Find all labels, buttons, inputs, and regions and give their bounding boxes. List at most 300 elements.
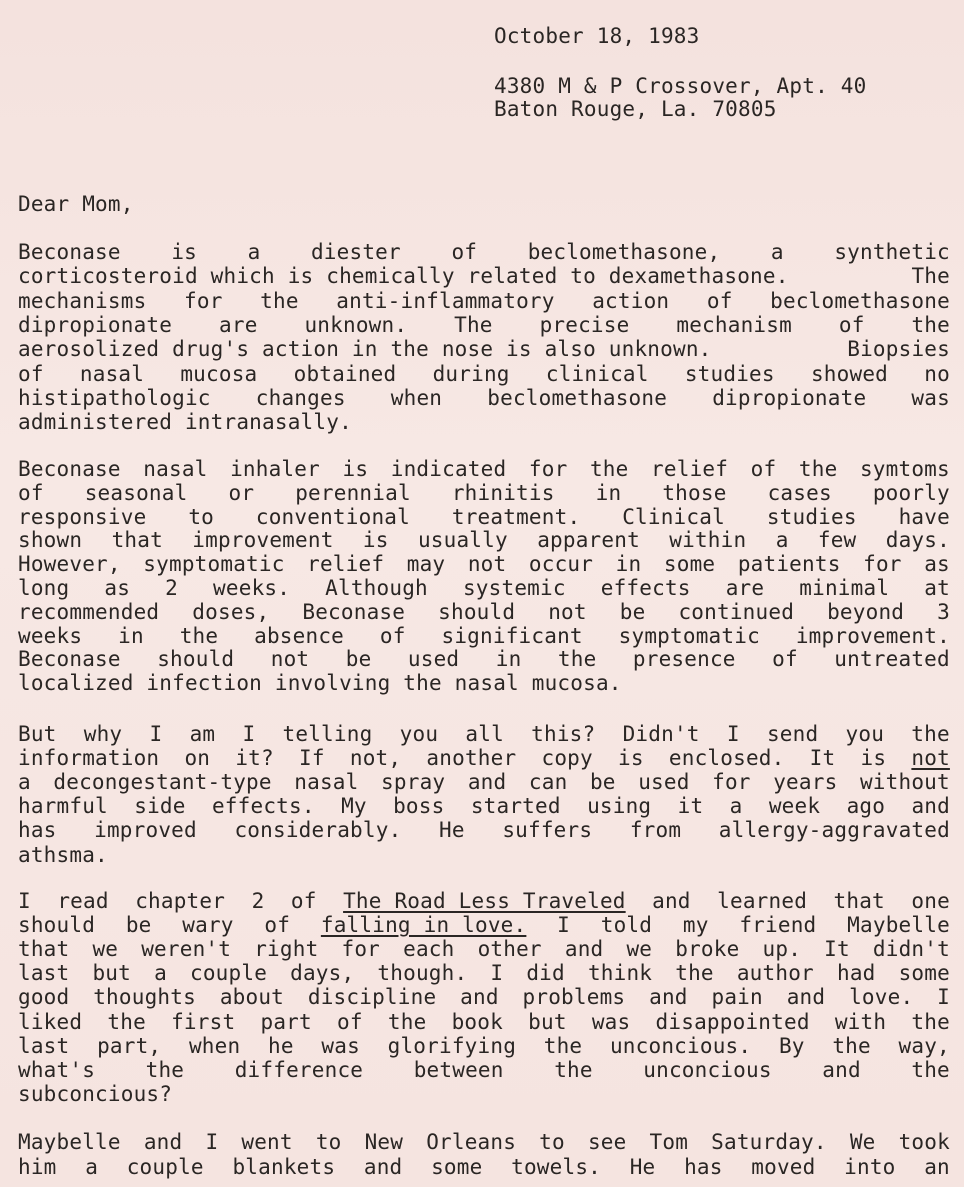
word: problems bbox=[522, 985, 626, 1010]
word: for bbox=[712, 770, 751, 795]
word: that bbox=[18, 937, 70, 962]
word: the bbox=[387, 1009, 427, 1034]
text-line bbox=[18, 1155, 950, 1179]
word: histipathologic bbox=[18, 385, 211, 410]
word: and bbox=[652, 889, 691, 913]
word: what's bbox=[18, 1057, 96, 1082]
word: I bbox=[490, 961, 504, 986]
word: rhinitis bbox=[451, 480, 555, 505]
word: for bbox=[863, 552, 902, 577]
word: Tom bbox=[649, 1130, 689, 1154]
word: read bbox=[57, 889, 109, 913]
word: to bbox=[188, 504, 214, 529]
word: and bbox=[564, 937, 604, 962]
word: up. bbox=[762, 937, 802, 962]
word: 3 bbox=[937, 599, 950, 624]
word: is bbox=[618, 746, 644, 771]
word: towels. bbox=[511, 1154, 602, 1179]
word: be bbox=[125, 913, 152, 938]
word: ago bbox=[846, 794, 886, 819]
word: it bbox=[677, 794, 704, 819]
word: I bbox=[18, 889, 31, 913]
word: mechanisms bbox=[18, 288, 147, 313]
word: I bbox=[149, 722, 163, 746]
word: doses, bbox=[192, 599, 270, 624]
word: chapter bbox=[135, 889, 226, 913]
word: few bbox=[817, 528, 857, 553]
text-line bbox=[18, 505, 950, 529]
word: it? bbox=[235, 746, 274, 771]
word: should bbox=[18, 913, 96, 938]
word: days. bbox=[885, 528, 950, 553]
address-line-1: 4380 M & P Crossover, Apt. 40 bbox=[494, 74, 867, 98]
word: I bbox=[937, 985, 950, 1010]
word: at bbox=[924, 576, 950, 600]
word: other bbox=[477, 937, 542, 962]
word: on bbox=[184, 746, 211, 771]
word: Beconase bbox=[18, 240, 121, 264]
word: told bbox=[600, 913, 653, 938]
text-line bbox=[18, 337, 950, 361]
word: Beconase bbox=[18, 457, 121, 481]
word: shown bbox=[18, 528, 83, 553]
word: Beconase bbox=[18, 647, 121, 672]
word: beclomethasone, bbox=[527, 240, 721, 264]
text-line bbox=[18, 985, 950, 1009]
text-line bbox=[18, 457, 950, 481]
word: years bbox=[773, 770, 838, 795]
word: see bbox=[587, 1130, 627, 1154]
word: continued bbox=[678, 599, 795, 624]
word: the bbox=[832, 1033, 871, 1058]
word: precise bbox=[539, 312, 630, 337]
word: difference bbox=[234, 1057, 364, 1082]
text-line bbox=[18, 913, 950, 937]
word: liked bbox=[18, 1009, 83, 1034]
word: but bbox=[528, 1009, 567, 1034]
word: thoughts bbox=[93, 985, 196, 1010]
word: symtoms bbox=[859, 457, 950, 481]
word: way, bbox=[898, 1033, 950, 1058]
word: 2 bbox=[251, 889, 265, 913]
word: I bbox=[205, 1130, 219, 1154]
word: It bbox=[809, 746, 836, 771]
text-line bbox=[18, 289, 950, 313]
word: of bbox=[290, 889, 317, 913]
word: of bbox=[750, 457, 777, 481]
word: author bbox=[736, 961, 814, 986]
text-line bbox=[18, 1034, 950, 1058]
word: absence bbox=[254, 623, 345, 648]
word: obtained bbox=[293, 361, 397, 386]
word: boss bbox=[393, 794, 445, 819]
word: that bbox=[833, 889, 885, 913]
text-line bbox=[18, 240, 950, 264]
word: significant bbox=[441, 623, 583, 648]
word: the bbox=[911, 1057, 950, 1082]
text-line bbox=[18, 576, 950, 600]
word: seasonal bbox=[84, 480, 188, 505]
text-line bbox=[18, 313, 950, 337]
word: effects bbox=[600, 576, 691, 600]
word: not bbox=[911, 746, 950, 771]
word: not bbox=[548, 599, 587, 624]
text-line bbox=[18, 794, 950, 818]
word: relief bbox=[651, 457, 729, 481]
word: between bbox=[413, 1057, 504, 1082]
word: this? bbox=[531, 722, 596, 746]
word: first bbox=[171, 1009, 236, 1034]
word: of bbox=[772, 647, 798, 672]
word: the bbox=[557, 647, 597, 672]
word: when bbox=[188, 1033, 241, 1058]
word: The bbox=[911, 264, 950, 289]
text-line bbox=[18, 481, 950, 505]
word: think bbox=[587, 961, 653, 986]
word: each bbox=[403, 937, 455, 962]
word: synthetic bbox=[834, 240, 950, 264]
word: Didn't bbox=[622, 722, 700, 746]
word: is bbox=[342, 457, 369, 481]
word: improvement bbox=[192, 528, 334, 553]
word: we bbox=[92, 937, 119, 962]
word: some bbox=[663, 552, 716, 577]
word: broke bbox=[675, 937, 740, 962]
word: in bbox=[118, 623, 144, 648]
word: part, bbox=[97, 1033, 162, 1058]
word: right bbox=[254, 937, 319, 962]
word: action bbox=[592, 288, 670, 313]
word: decongestant-type bbox=[53, 770, 272, 795]
word: learned bbox=[717, 889, 808, 913]
word: for bbox=[341, 937, 381, 962]
word: one bbox=[911, 889, 950, 913]
word: of bbox=[337, 1009, 363, 1034]
word: went bbox=[241, 1130, 293, 1154]
word: considerably. bbox=[234, 818, 402, 843]
text-line bbox=[18, 600, 950, 624]
word: enclosed. bbox=[668, 746, 785, 771]
word: and bbox=[467, 770, 507, 795]
word: dipropionate bbox=[712, 385, 867, 410]
word: Saturday. bbox=[711, 1130, 827, 1154]
word: Clinical bbox=[622, 504, 725, 529]
word: the bbox=[675, 961, 714, 986]
word: was bbox=[591, 1009, 631, 1034]
word: the bbox=[589, 457, 629, 481]
word: days, bbox=[290, 961, 355, 986]
letter-date: October 18, 1983 bbox=[494, 24, 700, 48]
word: falling in love. bbox=[320, 913, 527, 938]
word: Orleans bbox=[426, 1130, 517, 1154]
word: the bbox=[145, 1057, 185, 1082]
word: is bbox=[171, 240, 197, 264]
text-line bbox=[18, 552, 950, 576]
word: not bbox=[270, 647, 310, 672]
word: for bbox=[528, 457, 568, 481]
word: New bbox=[364, 1130, 404, 1154]
word: week bbox=[768, 794, 821, 819]
word: no bbox=[924, 361, 950, 386]
word: showed bbox=[810, 361, 889, 386]
word: be bbox=[589, 770, 616, 795]
text-line: athsma. bbox=[18, 842, 108, 867]
text-line bbox=[18, 264, 950, 288]
word: the bbox=[543, 1033, 583, 1058]
address-line-2: Baton Rouge, La. 70805 bbox=[494, 97, 777, 121]
text-line: localized infection involving the nasal mucosa. bbox=[18, 671, 622, 696]
word: poorly bbox=[872, 480, 950, 505]
word: Although bbox=[325, 576, 428, 600]
word: suffers bbox=[502, 818, 593, 843]
text-line bbox=[18, 1010, 950, 1034]
word: from bbox=[629, 818, 682, 843]
word: of bbox=[18, 361, 44, 386]
word: started bbox=[470, 794, 561, 819]
word: usually bbox=[417, 528, 508, 553]
word: beclomethasone bbox=[770, 288, 950, 313]
word: am bbox=[189, 722, 216, 746]
text-line bbox=[18, 362, 950, 386]
word: in bbox=[495, 647, 522, 672]
word: a bbox=[729, 794, 743, 819]
word: perennial bbox=[295, 480, 411, 505]
word: symptomatic bbox=[618, 623, 760, 648]
text-line bbox=[18, 818, 950, 842]
word: has bbox=[18, 818, 57, 843]
word: him bbox=[18, 1154, 57, 1179]
word: improved bbox=[94, 818, 197, 843]
word: some bbox=[431, 1154, 483, 1179]
word: However, bbox=[18, 552, 121, 577]
text-line bbox=[18, 647, 950, 671]
word: didn't bbox=[872, 937, 950, 962]
word: The Road Less Traveled bbox=[343, 889, 626, 913]
word: The bbox=[454, 312, 493, 337]
word: beclomethasone bbox=[487, 385, 668, 410]
word: was bbox=[321, 1033, 360, 1058]
word: used bbox=[638, 770, 690, 795]
word: inhaler bbox=[230, 457, 320, 481]
word: He bbox=[439, 818, 465, 843]
word: a bbox=[775, 528, 789, 553]
word: using bbox=[587, 794, 652, 819]
word: responsive bbox=[18, 504, 147, 529]
word: a bbox=[770, 240, 784, 264]
word: good bbox=[18, 985, 70, 1010]
word: harmful bbox=[18, 794, 108, 819]
word: weren't bbox=[141, 937, 232, 962]
word: a bbox=[85, 1154, 99, 1179]
word: of bbox=[451, 240, 478, 264]
text-line bbox=[18, 624, 950, 648]
word: and bbox=[786, 985, 826, 1010]
word: changes bbox=[255, 385, 346, 410]
word: and bbox=[649, 985, 688, 1010]
word: last bbox=[18, 1033, 70, 1058]
word: and bbox=[143, 1130, 183, 1154]
word: studies bbox=[766, 504, 857, 529]
text-line bbox=[18, 889, 950, 913]
word: those bbox=[662, 480, 727, 505]
word: unconcious. bbox=[609, 1033, 752, 1058]
word: and bbox=[460, 985, 499, 1010]
word: corticosteroid which is chemically related to dexamethasone. bbox=[18, 264, 789, 289]
word: of bbox=[264, 913, 291, 938]
word: for bbox=[184, 288, 223, 313]
word: in bbox=[615, 552, 642, 577]
word: dipropionate bbox=[18, 312, 173, 337]
word: cases bbox=[767, 480, 832, 505]
word: another bbox=[426, 746, 517, 771]
word: of bbox=[379, 623, 406, 648]
word: It bbox=[824, 937, 850, 962]
word: used bbox=[407, 647, 460, 672]
word: all bbox=[465, 722, 504, 746]
word: clinical bbox=[545, 361, 649, 386]
word: unconcious bbox=[643, 1057, 772, 1082]
word: 2 bbox=[165, 576, 178, 600]
text-line bbox=[18, 746, 950, 770]
word: with bbox=[834, 1009, 887, 1034]
word: we bbox=[626, 937, 653, 962]
word: minimal bbox=[799, 576, 890, 600]
word: But bbox=[18, 722, 57, 746]
word: disappointed bbox=[655, 1009, 810, 1034]
word: I bbox=[726, 722, 740, 746]
word: some bbox=[898, 961, 950, 986]
text-line bbox=[18, 961, 950, 985]
word: Beconase bbox=[302, 599, 406, 624]
word: couple bbox=[126, 1154, 204, 1179]
word: a bbox=[18, 770, 31, 795]
text-line bbox=[18, 386, 950, 410]
text-line bbox=[18, 770, 950, 794]
word: are bbox=[219, 312, 258, 337]
word: you bbox=[399, 722, 439, 746]
word: of bbox=[18, 480, 44, 505]
word: a bbox=[247, 240, 261, 264]
word: nasal bbox=[79, 361, 145, 386]
word: a bbox=[154, 961, 167, 986]
word: pain bbox=[711, 985, 763, 1010]
word: couple bbox=[189, 961, 268, 986]
word: allergy-aggravated bbox=[718, 818, 950, 843]
word: may bbox=[406, 552, 446, 577]
word: blankets bbox=[232, 1154, 336, 1179]
word: and bbox=[363, 1154, 403, 1179]
word: wary bbox=[182, 913, 234, 938]
word: friend bbox=[739, 913, 817, 938]
word: the bbox=[798, 457, 838, 481]
word: information bbox=[18, 746, 160, 771]
word: side bbox=[134, 794, 186, 819]
word: last bbox=[18, 961, 70, 986]
word: have bbox=[898, 504, 950, 529]
word: beyond bbox=[827, 599, 905, 624]
word: Biopsies bbox=[847, 337, 950, 362]
word: as bbox=[104, 576, 131, 600]
word: treatment. bbox=[451, 504, 581, 529]
word: or bbox=[228, 480, 255, 505]
word: part bbox=[260, 1009, 312, 1034]
word: took bbox=[898, 1130, 950, 1154]
text-line bbox=[18, 1058, 950, 1082]
word: We bbox=[849, 1130, 876, 1154]
word: had bbox=[836, 961, 876, 986]
word: but bbox=[92, 961, 131, 986]
word: without bbox=[859, 770, 950, 795]
word: an bbox=[924, 1154, 950, 1179]
word: why bbox=[83, 722, 123, 746]
word: unknown. bbox=[304, 312, 408, 337]
word: If bbox=[299, 746, 325, 771]
word: about bbox=[219, 985, 285, 1010]
word: aerosolized drug's action in the nose is also unknown. bbox=[18, 337, 712, 362]
word: diester bbox=[310, 240, 401, 264]
word: telling bbox=[282, 722, 373, 746]
word: you bbox=[845, 722, 885, 746]
word: as bbox=[924, 552, 950, 577]
word: the bbox=[554, 1057, 593, 1082]
word: improvement. bbox=[795, 623, 950, 648]
word: are bbox=[725, 576, 765, 600]
word: Maybelle bbox=[847, 913, 950, 938]
word: the bbox=[107, 1009, 146, 1034]
word: the bbox=[911, 1009, 950, 1034]
word: mechanism bbox=[676, 312, 792, 337]
word: recommended bbox=[18, 599, 160, 624]
word: symptomatic bbox=[143, 552, 285, 577]
word: nasal bbox=[294, 770, 359, 795]
word: he bbox=[268, 1033, 294, 1058]
word: was bbox=[911, 385, 950, 410]
word: mucosa bbox=[180, 361, 258, 386]
word: into bbox=[844, 1154, 896, 1179]
word: not bbox=[467, 552, 507, 577]
word: discipline bbox=[307, 985, 437, 1010]
word: untreated bbox=[834, 647, 950, 672]
salutation: Dear Mom, bbox=[18, 192, 134, 216]
text-line bbox=[18, 937, 950, 961]
word: should bbox=[157, 647, 235, 672]
word: the bbox=[179, 623, 219, 648]
word: weeks. bbox=[213, 576, 291, 600]
word: my bbox=[682, 913, 709, 938]
word: apparent bbox=[537, 528, 640, 553]
word: long bbox=[18, 576, 70, 600]
word: By bbox=[778, 1033, 805, 1058]
text-line bbox=[18, 1130, 950, 1154]
word: is bbox=[362, 528, 389, 553]
word: book bbox=[451, 1009, 503, 1034]
word: occur bbox=[528, 552, 594, 577]
word: and bbox=[911, 794, 950, 819]
text-line: subconcious? bbox=[18, 1081, 173, 1106]
word: should bbox=[438, 599, 516, 624]
word: My bbox=[341, 794, 367, 819]
word: copy bbox=[541, 746, 593, 771]
word: relief bbox=[307, 552, 385, 577]
word: of bbox=[706, 288, 733, 313]
word: did bbox=[526, 961, 565, 986]
word: the bbox=[260, 288, 299, 313]
word: within bbox=[669, 528, 747, 553]
word: moved bbox=[751, 1154, 816, 1179]
word: effects. bbox=[211, 794, 315, 819]
word: during bbox=[432, 361, 510, 386]
text-line: administered intranasally. bbox=[18, 410, 352, 435]
